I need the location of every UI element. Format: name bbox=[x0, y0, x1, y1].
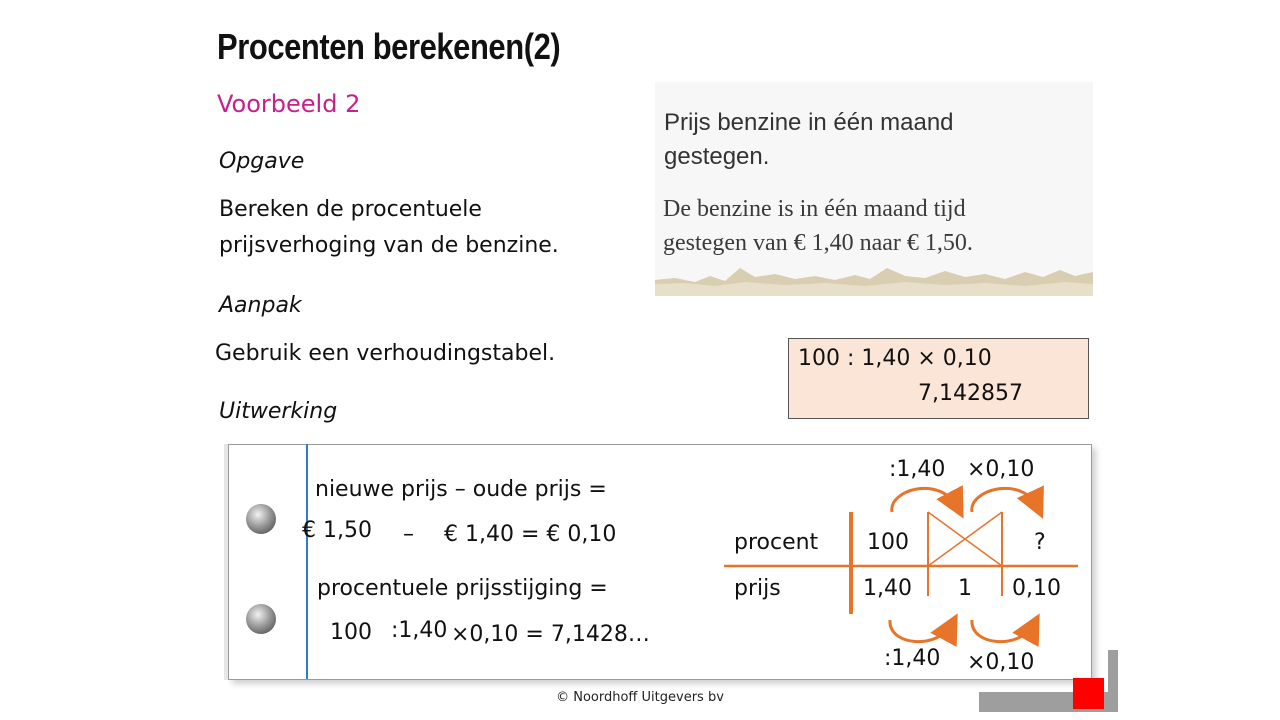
slide-subtitle: Voorbeeld 2 bbox=[217, 90, 361, 118]
arrow-label-top-multiply: ×0,10 bbox=[967, 457, 1035, 482]
worked-calc-divide: :1,40 bbox=[391, 618, 448, 643]
binder-hole-top bbox=[246, 504, 276, 534]
clipping-headline-line-2: gestegen. bbox=[664, 143, 770, 170]
row-label-procent: procent bbox=[734, 530, 819, 555]
prijs-value-1: 1 bbox=[958, 576, 972, 601]
arrow-label-bottom-divide: :1,40 bbox=[884, 646, 941, 671]
opgave-line-2: prijsverhoging van de benzine. bbox=[219, 233, 559, 258]
arrow-label-bottom-multiply: ×0,10 bbox=[967, 650, 1035, 675]
footer-copyright: © Noordhoff Uitgevers bv bbox=[556, 690, 724, 705]
arrow-bottom-divide bbox=[890, 620, 952, 642]
prijs-value-1-40: 1,40 bbox=[863, 576, 912, 601]
clipping-body-line-2: gestegen van € 1,40 naar € 1,50. bbox=[663, 230, 973, 256]
uitwerking-heading: Uitwerking bbox=[219, 399, 338, 424]
worked-line-1: nieuwe prijs – oude prijs = bbox=[315, 477, 607, 502]
procent-value-100: 100 bbox=[867, 530, 909, 555]
worked-minus: – bbox=[403, 522, 414, 547]
binder-hole-bottom bbox=[246, 604, 276, 634]
opgave-heading: Opgave bbox=[219, 149, 305, 174]
clipping-headline-line-1: Prijs benzine in één maand bbox=[664, 109, 954, 136]
arrow-top-divide bbox=[892, 488, 958, 512]
slide-title: Procenten berekenen(2) bbox=[217, 26, 561, 67]
torn-edge-decoration bbox=[655, 262, 1093, 298]
worked-calc-100: 100 bbox=[330, 620, 372, 645]
worked-new-price: € 1,50 bbox=[302, 518, 372, 543]
aanpak-heading: Aanpak bbox=[219, 293, 302, 318]
calculator-line-1: 100 : 1,40 × 0,10 bbox=[798, 346, 992, 371]
corner-decoration-red-square bbox=[1073, 678, 1104, 709]
row-label-prijs: prijs bbox=[734, 576, 781, 601]
opgave-line-1: Bereken de procentuele bbox=[219, 197, 482, 222]
calculator-line-2: 7,142857 bbox=[918, 381, 1023, 406]
prijs-value-0-10: 0,10 bbox=[1012, 576, 1061, 601]
procent-value-unknown: ? bbox=[1034, 530, 1046, 555]
arrow-top-multiply bbox=[972, 488, 1038, 512]
arrow-bottom-multiply bbox=[972, 620, 1034, 642]
worked-line-3: procentuele prijsstijging = bbox=[317, 576, 608, 601]
arrow-label-top-divide: :1,40 bbox=[889, 457, 946, 482]
clipping-body-line-1: De benzine is in één maand tijd bbox=[663, 196, 966, 222]
notebook-margin-line bbox=[306, 444, 308, 679]
worked-subtraction: € 1,40 = € 0,10 bbox=[444, 522, 617, 547]
worked-calc-result: ×0,10 = 7,1428… bbox=[451, 622, 650, 647]
aanpak-text: Gebruik een verhoudingstabel. bbox=[215, 341, 556, 366]
